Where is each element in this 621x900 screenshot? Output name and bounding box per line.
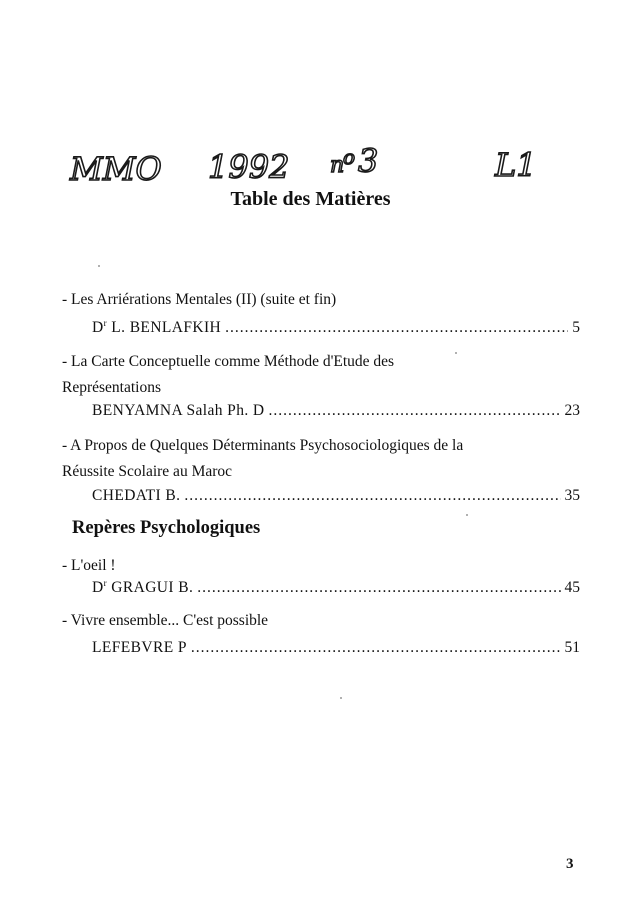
toc-entry-author: CHEDATI B. [92, 487, 181, 504]
handwritten-year: 1992 [208, 148, 290, 186]
toc-entry-title-line: Représentations [62, 379, 162, 396]
toc-entry-author-line [92, 318, 580, 337]
handwritten-code: L1 [495, 146, 537, 184]
handwritten-number: 3 [358, 142, 379, 180]
page-number: 3 [566, 856, 574, 872]
toc-entry-author-line [92, 639, 580, 657]
toc-entry-title [62, 608, 562, 634]
leader-dots [225, 319, 568, 337]
author-name: L. BENLAFKIH [107, 319, 222, 336]
scan-speck [98, 265, 100, 267]
toc-entry-author: BENYAMNA Salah Ph. D [92, 402, 265, 419]
handwritten-number-sup: o [343, 145, 356, 169]
toc-entry-title [62, 287, 562, 313]
leader-dots [184, 487, 560, 505]
author-prefix-sup: r [103, 318, 107, 328]
handwritten-number-prefix: n [330, 153, 345, 178]
author-prefix-sup: r [103, 578, 107, 588]
leader-dots [197, 579, 560, 597]
toc-entry-title [62, 349, 562, 401]
leader-dots [268, 402, 560, 420]
toc-entry-title-line: - A Propos de Quelques Déterminants Psychosociologiques de la [62, 437, 464, 454]
toc-entry-page: 35 [564, 487, 580, 504]
toc-entry-page: 45 [564, 579, 580, 596]
toc-entry-page: 23 [564, 402, 580, 419]
handwritten-annotation [0, 142, 621, 192]
toc-entry-title-line: - Vivre ensemble... C'est possible [62, 612, 269, 629]
toc-entry-author-line [92, 578, 580, 597]
scan-speck [340, 697, 342, 699]
author-prefix: D [92, 579, 104, 596]
toc-entry-author: LEFEBVRE P [92, 639, 187, 656]
scan-speck [455, 352, 457, 354]
toc-entry-title-line: - L'oeil ! [62, 557, 116, 574]
toc-entry-page: 5 [572, 319, 580, 336]
toc-entry-title-line: - Les Arriérations Mentales (II) (suite et fin) [62, 291, 337, 308]
scan-speck [466, 514, 468, 516]
author-prefix: D [92, 319, 104, 336]
toc-entry-page: 51 [564, 639, 580, 656]
handwritten-volume: MMO [70, 150, 162, 188]
toc-entry-author [92, 318, 221, 337]
section-heading: Repères Psychologiques [72, 518, 261, 538]
toc-entry-title [62, 433, 562, 485]
toc-entry-title-line: - La Carte Conceptuelle comme Méthode d'Etude des [62, 353, 395, 370]
author-name: GRAGUI B. [107, 579, 194, 596]
toc-entry-author-line [92, 487, 580, 505]
toc-entry-title [62, 553, 562, 579]
page-title: Table des Matières [230, 188, 391, 210]
toc-entry-title-line: Réussite Scolaire au Maroc [62, 463, 233, 480]
leader-dots [191, 639, 561, 657]
toc-entry-author-line [92, 402, 580, 420]
toc-entry-author [92, 578, 193, 597]
